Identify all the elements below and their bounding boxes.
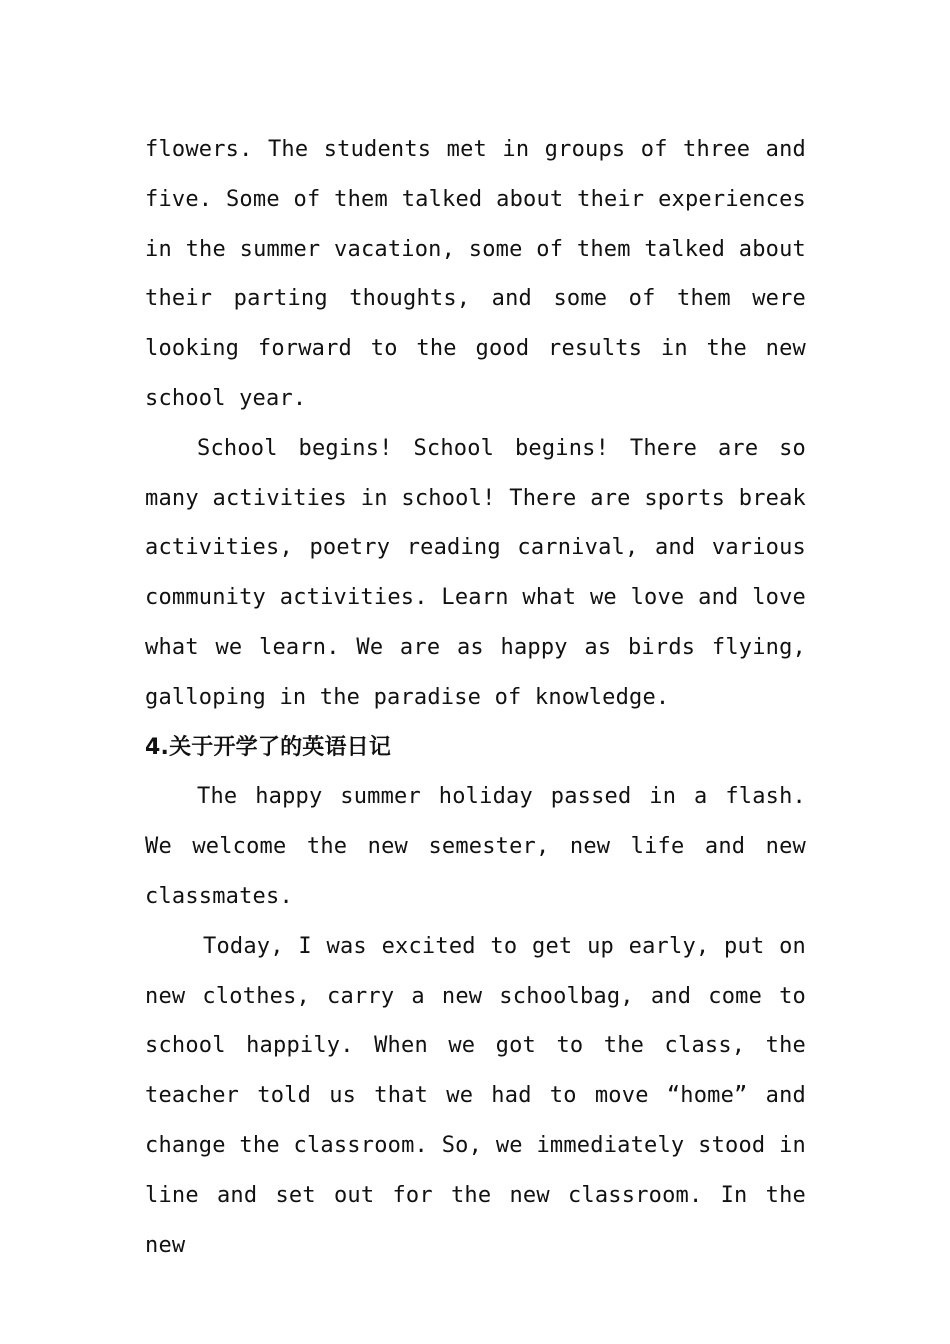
paragraph-today: Today, I was excited to get up early, put on new clothes, carry a new schoolbag, and come to school happily. When we got to the class, the teacher told us that we had to move “home” and change the classroom. So, we immediately stood in line and set out for the new classroom. In the new [145, 933, 806, 1258]
document-body [145, 125, 806, 1270]
paragraph-school-begins: School begins! School begins! There are so many activities in school! There are sports break activities, poetry reading carnival, and various community activities. Learn what we love and love what we learn. We are as happy as birds flying, galloping in the paradise of knowledge. [145, 435, 806, 710]
paragraph-summer-holiday: The happy summer holiday passed in a flash. We welcome the new semester, new life and new classmates. [145, 784, 806, 909]
paragraph-school-gathering: flowers. The students met in groups of three and five. Some of them talked about their experiences in the summer vacation, some of them talked about their parting thoughts, and some of them were looking forward to the good results in the new school year. [145, 137, 806, 411]
section-heading: 4.关于开学了的英语日记 [145, 734, 392, 760]
